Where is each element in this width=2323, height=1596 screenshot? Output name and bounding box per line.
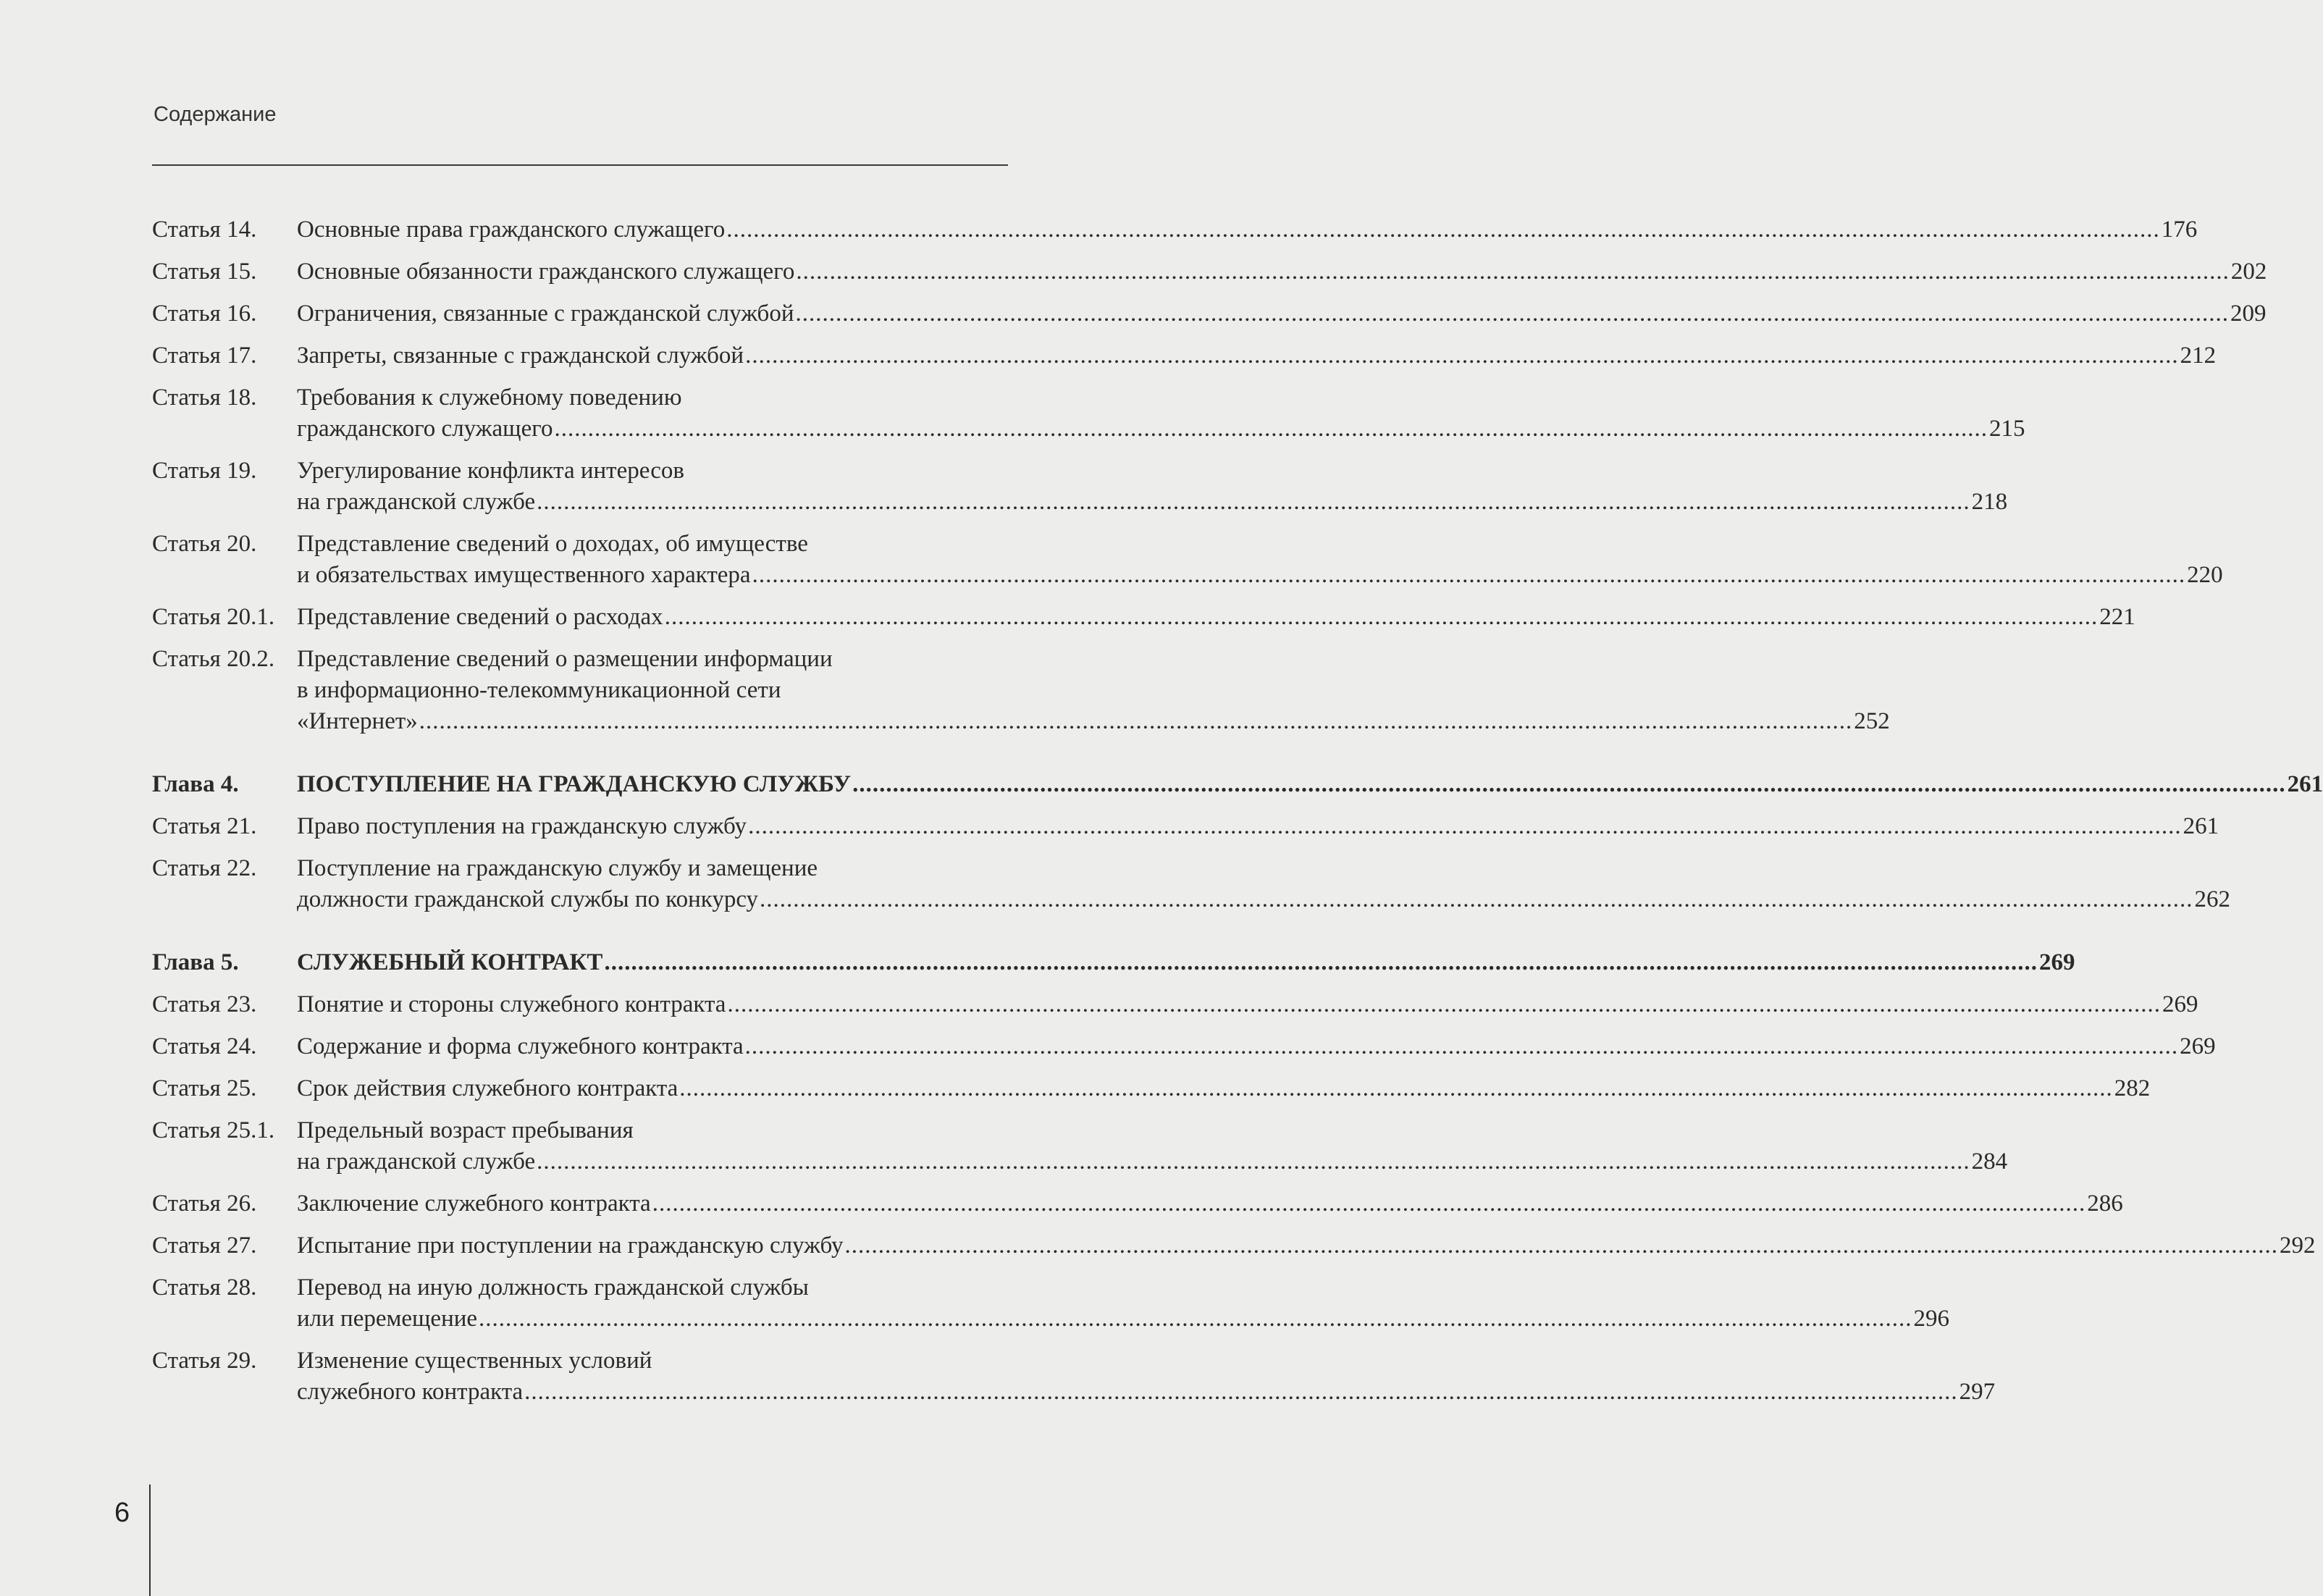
toc-entry-body	[297, 644, 1890, 737]
toc-entry-label: Статья 18.	[152, 385, 257, 411]
toc-entry-page: 297	[1959, 1379, 1996, 1405]
toc-entry-page: 218	[1971, 489, 2008, 515]
toc-entry-title-line: Перевод на иную должность гражданской службы	[297, 1274, 809, 1301]
toc-entry-title-line: Основные обязанности гражданского служащего	[297, 259, 795, 285]
dot-leader	[845, 1230, 2279, 1261]
toc-entry-body	[297, 529, 2223, 591]
toc-entry-last-line	[297, 1303, 1949, 1335]
dot-leader	[760, 884, 2193, 915]
toc-chapter[interactable]	[152, 947, 2075, 978]
toc-entry-title-line: Содержание и форма служебного контракта	[297, 1033, 744, 1059]
toc-entry[interactable]	[152, 1115, 2008, 1177]
toc-entry-last-line	[297, 706, 1890, 737]
toc-entry-page: 220	[2187, 562, 2223, 588]
toc-entry-label: Статья 25.1.	[152, 1117, 275, 1143]
toc-entry-title-line: Требования к служебному поведению	[297, 385, 682, 411]
toc-entry-last-line	[297, 1031, 2216, 1062]
toc-entry-label: Статья 22.	[152, 855, 257, 881]
toc-entry-body	[297, 382, 2025, 445]
toc-entry-last-line	[297, 340, 2216, 371]
toc-entry-title-line: Испытание при поступлении на гражданскую службу	[297, 1232, 844, 1259]
toc-entry-label: Статья 20.1.	[152, 604, 275, 630]
toc-entry-last-line	[297, 602, 2135, 633]
toc-entry-title-line: СЛУЖЕБНЫЙ КОНТРАКТ	[297, 949, 603, 975]
toc-entry-title-line: или перемещение	[297, 1306, 478, 1332]
toc-entry-title-line: Поступление на гражданскую службу и замещение	[297, 855, 818, 881]
toc-entry-label: Статья 14.	[152, 217, 257, 243]
toc-entry-title-line: и обязательствах имущественного характера	[297, 562, 751, 588]
dot-leader	[537, 487, 1970, 518]
toc-entry-page: 215	[1988, 416, 2025, 442]
toc-entry[interactable]	[152, 214, 2198, 245]
toc-entry[interactable]	[152, 644, 1890, 737]
toc-entry-last-line	[297, 487, 2007, 518]
toc-entry-body	[297, 455, 2007, 518]
toc-entry-last-line	[297, 214, 2197, 245]
toc-entry-body	[297, 1272, 1949, 1335]
toc-entry-title-line: ПОСТУПЛЕНИЕ НА ГРАЖДАНСКУЮ СЛУЖБУ	[297, 771, 852, 797]
dot-leader	[726, 214, 2160, 245]
dot-leader	[745, 1031, 2179, 1062]
dot-leader	[604, 947, 2038, 978]
toc-entry-title-line: Запреты, связанные с гражданской службой	[297, 343, 744, 369]
dot-leader	[537, 1146, 1970, 1177]
toc-entry-page: 252	[1854, 708, 1890, 734]
toc-entry[interactable]	[152, 811, 2219, 842]
toc-entry-page: 202	[2230, 259, 2267, 285]
toc-entry-title-line: Представление сведений о доходах, об имуществе	[297, 531, 808, 557]
toc-entry-page: 282	[2114, 1075, 2151, 1101]
toc-entry-label: Глава 4.	[152, 771, 239, 797]
running-head: Содержание	[154, 103, 277, 126]
page-margin-rule	[149, 1484, 151, 1596]
toc-entry-last-line	[297, 947, 2075, 978]
toc-entry-body	[297, 1073, 2150, 1104]
toc-entry-last-line	[297, 298, 2267, 329]
toc-entry-body	[297, 1188, 2123, 1219]
toc-entry-label: Статья 17.	[152, 343, 257, 369]
toc-entry-title-line: Предельный возраст пребывания	[297, 1117, 634, 1143]
toc-entry-title-line: на гражданской службе	[297, 489, 536, 515]
toc-entry-body	[297, 602, 2135, 633]
toc-entry-last-line	[297, 1073, 2150, 1104]
toc-entry[interactable]	[152, 1188, 2123, 1219]
toc-entry-title-line: Ограничения, связанные с гражданской службой	[297, 301, 794, 327]
toc-entry-title-line: на гражданской службе	[297, 1148, 536, 1175]
toc-entry-label: Статья 28.	[152, 1274, 257, 1301]
toc-entry-page: 296	[1913, 1306, 1950, 1332]
header-rule	[152, 164, 1008, 166]
toc-entry-last-line	[297, 1230, 2316, 1261]
toc-entry-title-line: Срок действия служебного контракта	[297, 1075, 679, 1101]
toc-entry[interactable]	[152, 382, 2025, 445]
toc-entry-title-line: Понятие и стороны служебного контракта	[297, 991, 726, 1017]
toc-entry-title-line: Право поступления на гражданскую службу	[297, 813, 747, 839]
toc-entry-title-line: Основные права гражданского служащего	[297, 217, 726, 243]
dot-leader	[796, 298, 2230, 329]
toc-entry-page: 262	[2194, 886, 2231, 912]
toc-entry-label: Статья 21.	[152, 813, 257, 839]
dot-leader	[852, 769, 2286, 800]
toc-entry-title-line: Заключение служебного контракта	[297, 1190, 651, 1217]
toc-entry[interactable]	[152, 529, 2223, 591]
toc-entry-title-line: в информационно-телекоммуникационной сети	[297, 677, 781, 703]
toc-entry-title-line: должности гражданской службы по конкурсу	[297, 886, 759, 912]
toc-entry-label: Глава 5.	[152, 949, 239, 975]
toc-entry-page: 221	[2099, 604, 2135, 630]
toc-entry-last-line	[297, 1146, 2007, 1177]
toc-entry[interactable]	[152, 340, 2217, 371]
toc-entry-title-line: Урегулирование конфликта интересов	[297, 458, 684, 484]
table-of-contents	[152, 214, 2323, 1419]
toc-entry[interactable]	[152, 602, 2135, 633]
toc-entry[interactable]	[152, 455, 2008, 518]
dot-leader	[524, 1377, 1958, 1408]
dot-leader	[554, 413, 1988, 445]
toc-entry-label: Статья 27.	[152, 1232, 257, 1259]
toc-entry-title-line: Представление сведений о расходах	[297, 604, 663, 630]
dot-leader	[752, 560, 2186, 591]
toc-entry[interactable]	[152, 1230, 2316, 1261]
toc-entry-label: Статья 20.2.	[152, 646, 275, 672]
toc-entry-page: 261	[2183, 813, 2219, 839]
dot-leader	[796, 256, 2230, 287]
dot-leader	[652, 1188, 2086, 1219]
toc-entry-body	[297, 1115, 2007, 1177]
toc-entry-last-line	[297, 1188, 2123, 1219]
toc-entry-last-line	[297, 811, 2219, 842]
toc-entry-label: Статья 23.	[152, 991, 257, 1017]
toc-entry-label: Статья 29.	[152, 1348, 257, 1374]
dot-leader	[665, 602, 2099, 633]
toc-entry-last-line	[297, 413, 2025, 445]
toc-entry[interactable]	[152, 1272, 1950, 1335]
toc-entry-label: Статья 16.	[152, 301, 257, 327]
toc-entry-body	[297, 1345, 1995, 1408]
toc-entry-body	[297, 214, 2197, 245]
toc-entry-title-line: Представление сведений о размещении информации	[297, 646, 833, 672]
dot-leader	[419, 706, 1853, 737]
toc-entry-body	[297, 769, 2323, 800]
toc-entry-title-line: служебного контракта	[297, 1379, 524, 1405]
toc-entry-label: Статья 26.	[152, 1190, 257, 1217]
toc-entry-body	[297, 298, 2267, 329]
dot-leader	[479, 1303, 1912, 1335]
toc-entry-page: 261	[2287, 771, 2323, 797]
toc-entry[interactable]	[152, 298, 2267, 329]
toc-chapter[interactable]	[152, 769, 2323, 800]
toc-entry-label: Статья 20.	[152, 531, 257, 557]
dot-leader	[679, 1073, 2113, 1104]
toc-entry[interactable]	[152, 1073, 2151, 1104]
toc-entry-body	[297, 1031, 2216, 1062]
toc-entry-page: 269	[2038, 949, 2075, 975]
toc-entry-body	[297, 1230, 2316, 1261]
toc-entry-page: 269	[2180, 1033, 2216, 1059]
toc-entry-last-line	[297, 884, 2230, 915]
toc-entry-page: 286	[2087, 1190, 2123, 1217]
toc-entry-body	[297, 853, 2230, 915]
toc-entry-label: Статья 15.	[152, 259, 257, 285]
toc-entry-label: Статья 19.	[152, 458, 257, 484]
toc-entry-page: 212	[2180, 343, 2217, 369]
toc-entry-last-line	[297, 989, 2198, 1020]
dot-leader	[727, 989, 2161, 1020]
toc-entry[interactable]	[152, 1031, 2216, 1062]
toc-entry-body	[297, 947, 2075, 978]
toc-entry-body	[297, 811, 2219, 842]
toc-entry[interactable]	[152, 853, 2231, 915]
toc-entry-page: 292	[2280, 1232, 2316, 1259]
toc-entry-body	[297, 340, 2216, 371]
toc-entry-label: Статья 24.	[152, 1033, 257, 1059]
toc-entry[interactable]	[152, 989, 2198, 1020]
toc-entry-page: 284	[1971, 1148, 2008, 1175]
toc-entry-last-line	[297, 560, 2223, 591]
toc-entry-title-line: гражданского служащего	[297, 416, 553, 442]
dot-leader	[748, 811, 2182, 842]
toc-entry-last-line	[297, 256, 2267, 287]
toc-entry-title-line: Изменение существенных условий	[297, 1348, 652, 1374]
toc-entry-last-line	[297, 1377, 1995, 1408]
toc-entry-body	[297, 256, 2267, 287]
toc-entry-page: 269	[2162, 991, 2198, 1017]
toc-entry-title-line: «Интернет»	[297, 708, 418, 734]
toc-entry-page: 176	[2161, 217, 2198, 243]
toc-entry-body	[297, 989, 2198, 1020]
toc-entry-page: 209	[2230, 301, 2267, 327]
toc-entry-last-line	[297, 769, 2323, 800]
toc-entry-label: Статья 25.	[152, 1075, 257, 1101]
dot-leader	[745, 340, 2179, 371]
page-number: 6	[114, 1498, 130, 1528]
toc-entry[interactable]	[152, 256, 2267, 287]
toc-entry[interactable]	[152, 1345, 1996, 1408]
